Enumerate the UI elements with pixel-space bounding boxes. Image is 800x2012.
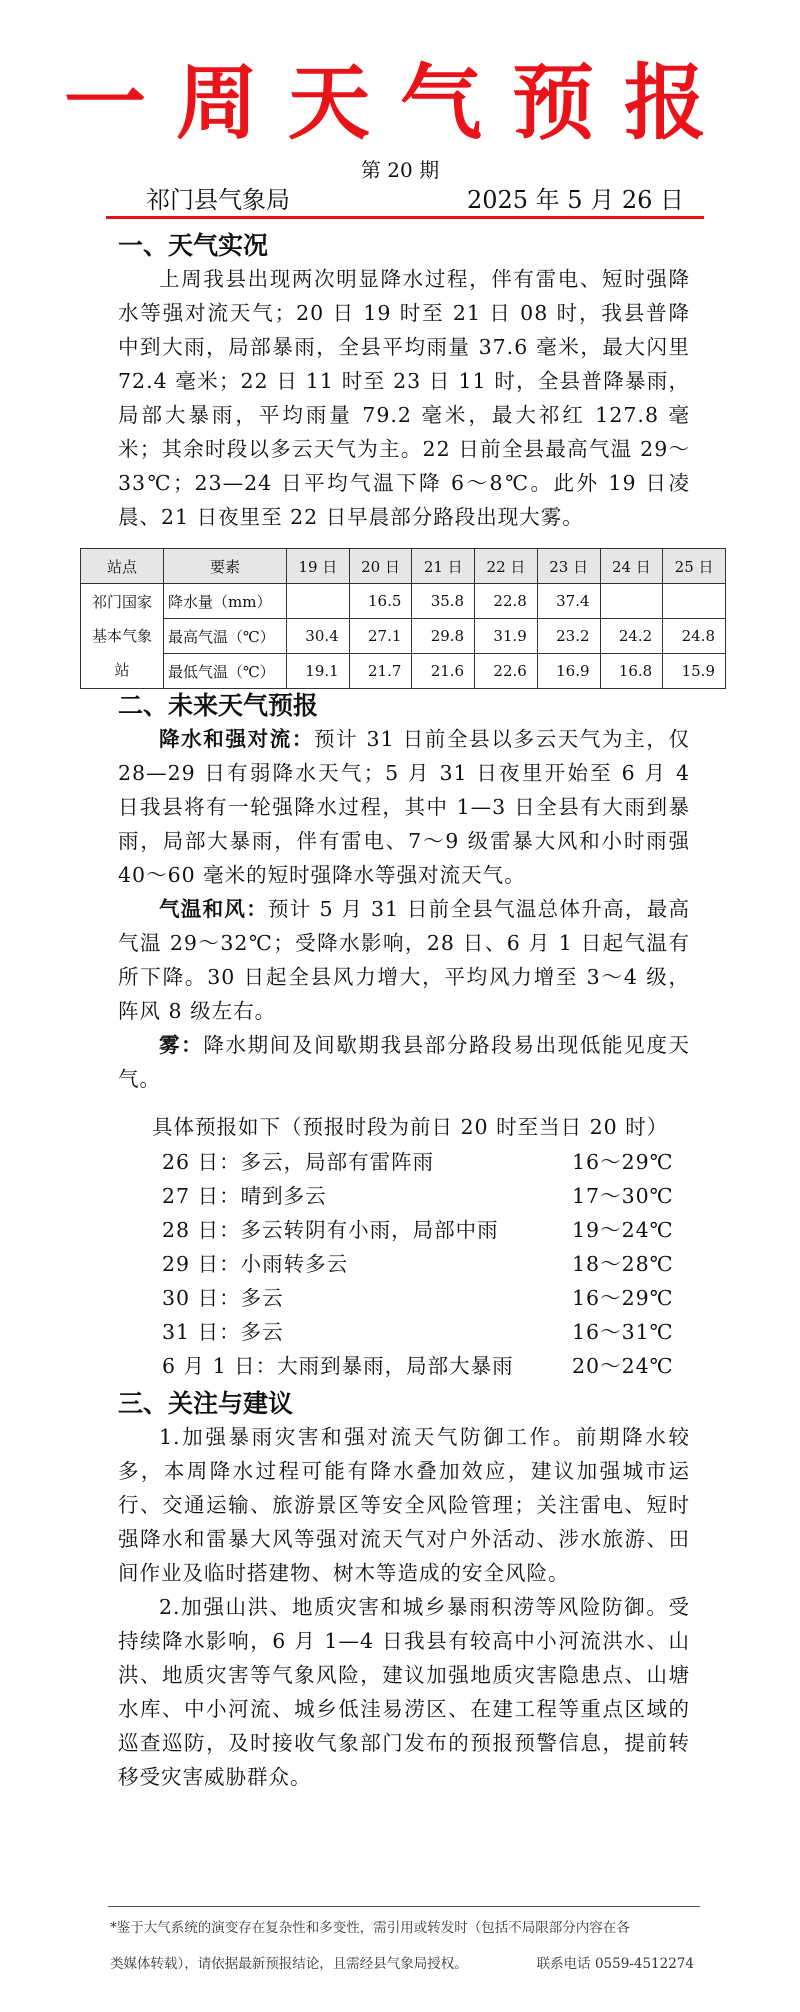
table-row (81, 584, 726, 619)
forecast-day: 28 日：多云转阴有小雨，局部中雨 (162, 1218, 499, 1242)
table-row (81, 619, 726, 654)
value-cell: 16.8 (600, 654, 663, 689)
issue-number: 第 20 期 (360, 158, 440, 182)
table-header-cell: 22 日 (475, 549, 538, 584)
value-cell (287, 584, 350, 619)
value-cell: 23.2 (537, 619, 600, 654)
forecast-temp: 16～29℃ (572, 1150, 674, 1174)
issuing-organization: 祁门县气象局 (146, 186, 290, 214)
value-cell: 22.6 (475, 654, 538, 689)
list-item (162, 1281, 682, 1315)
forecast-day: 6 月 1 日：大雨到暴雨，局部大暴雨 (162, 1354, 514, 1378)
forecast-intro: 具体预报如下（预报时段为前日 20 时至当日 20 时） (152, 1115, 669, 1139)
value-cell: 16.9 (537, 654, 600, 689)
observations-text: 上周我县出现两次明显降水过程，伴有雷电、短时强降水等强对流天气；20 日 19 时至 21 日 08 时，我县普降中到大雨，局部暴雨，全县平均雨量 37.6 毫米，最大闪里 72.4 毫米；22 日 11 时至 23 日 11 时，全县普降暴雨，局部大暴雨，平均雨量 79.2 毫米，最大祁红 127.8 毫米；其余时段以多云天气为主。22 日前全县最高气温 29～33℃；23—24 日平均气温下降 6～8℃。此外 19 日凌晨、21 日夜里至 22 日早晨部分路段出现大雾。 (118, 267, 690, 529)
observation-table (80, 548, 726, 689)
table-header-row (81, 549, 726, 584)
table-row (81, 654, 726, 689)
temperature-paragraph (118, 892, 690, 1028)
value-cell: 35.8 (412, 584, 475, 619)
forecast-day: 30 日：多云 (162, 1286, 284, 1310)
advice-paragraph-2: 2.加强山洪、地质灾害和城乡暴雨积涝等风险防御。受持续降水影响，6 月 1—4 日我县有较高中小河流洪水、山洪、地质灾害等气象风险，建议加强地质灾害隐患点、山塘水库、中小河流、城乡低洼易涝区、在建工程等重点区域的巡查巡防，及时接收气象部门发布的预报预警信息，提前转移受灾害威胁群众。 (118, 1595, 690, 1789)
forecast-temp: 20～24℃ (572, 1354, 674, 1378)
precipitation-lead: 降水和强对流： (159, 727, 315, 751)
forecast-day: 31 日：多云 (162, 1320, 284, 1344)
footer-disclaimer-line-2: 类媒体转载），请依据最新预报结论，且需经县气象局授权。 (110, 1956, 468, 1972)
footer-divider (108, 1906, 700, 1907)
value-cell (663, 584, 726, 619)
list-item (162, 1213, 682, 1247)
forecast-day: 26 日：多云，局部有雷阵雨 (162, 1150, 435, 1174)
page-title: 一周天气预报 (63, 55, 736, 151)
table-header-cell: 24 日 (600, 549, 663, 584)
forecast-day: 29 日：小雨转多云 (162, 1252, 349, 1276)
temperature-text: 预计 5 月 31 日前全县气温总体升高，最高气温 29～32℃；受降水影响，28 日、6 月 1 日起气温有所下降。30 日起全县风力增大，平均风力增至 3～4 级，阵风 8 级左右。 (118, 897, 691, 1023)
table-header-cell: 要素 (164, 549, 287, 584)
list-item (162, 1145, 682, 1179)
list-item (162, 1315, 682, 1349)
footer-disclaimer-line-1: *鉴于大气系统的演变存在复杂性和多变性，需引用或转发时（包括不局限部分内容在各 (110, 1920, 630, 1936)
value-cell: 22.8 (475, 584, 538, 619)
value-cell (600, 584, 663, 619)
value-cell: 30.4 (287, 619, 350, 654)
value-cell: 16.5 (349, 584, 412, 619)
list-item (162, 1247, 682, 1281)
element-cell: 最高气温（℃） (164, 619, 287, 654)
table-header-cell: 23 日 (537, 549, 600, 584)
value-cell: 37.4 (537, 584, 600, 619)
value-cell: 31.9 (475, 619, 538, 654)
precipitation-paragraph (118, 722, 690, 892)
issue-date: 2025 年 5 月 26 日 (466, 186, 684, 214)
advice-paragraph-1: 1.加强暴雨灾害和强对流天气防御工作。前期降水较多，本周降水过程可能有降水叠加效应，建议加强城市运行、交通运输、旅游景区等安全风险管理；关注雷电、短时强降水和雷暴大风等强对流天气对户外活动、涉水旅游、田间作业及临时搭建物、树木等造成的安全风险。 (118, 1425, 690, 1585)
fog-text: 降水期间及间歇期我县部分路段易出现低能见度天气。 (118, 1033, 691, 1091)
header-divider (106, 216, 704, 219)
table-header-cell: 站点 (81, 549, 164, 584)
table-header-cell: 21 日 (412, 549, 475, 584)
value-cell: 21.6 (412, 654, 475, 689)
precipitation-text: 预计 31 日前全县以多云天气为主，仅 28—29 日有弱降水天气；5 月 31 日夜里开始至 6 月 4 日我县将有一轮强降水过程，其中 1—3 日全县有大雨到暴雨，局部大暴雨，伴有雷电、7～9 级雷暴大风和小时雨强 40～60 毫米的短时强降水等强对流天气。 (118, 727, 690, 887)
list-item (162, 1179, 682, 1213)
section-heading-observations: 一、天气实况 (118, 231, 269, 260)
section-heading-advice: 三、关注与建议 (118, 1389, 294, 1418)
forecast-day: 27 日：晴到多云 (162, 1184, 327, 1208)
forecast-temp: 19～24℃ (572, 1218, 674, 1242)
value-cell: 29.8 (412, 619, 475, 654)
value-cell: 21.7 (349, 654, 412, 689)
value-cell: 24.2 (600, 619, 663, 654)
table-header-cell: 19 日 (287, 549, 350, 584)
fog-paragraph (118, 1028, 690, 1096)
contact-phone: 联系电话 0559-4512274 (536, 1956, 694, 1972)
list-item (162, 1349, 682, 1383)
forecast-temp: 17～30℃ (572, 1184, 674, 1208)
value-cell: 15.9 (663, 654, 726, 689)
forecast-paragraphs (118, 722, 690, 1096)
fog-lead: 雾： (159, 1033, 204, 1057)
forecast-temp: 16～31℃ (572, 1320, 674, 1344)
observations-paragraph (118, 262, 690, 534)
daily-forecast-list (162, 1145, 682, 1383)
element-cell: 降水量（mm） (164, 584, 287, 619)
section-heading-forecast: 二、未来天气预报 (118, 691, 319, 720)
temperature-lead: 气温和风： (159, 897, 269, 921)
table-header-cell: 25 日 (663, 549, 726, 584)
value-cell: 27.1 (349, 619, 412, 654)
station-name-cell: 祁门国家基本气象站 (81, 584, 164, 689)
advice-paragraphs (118, 1420, 690, 1794)
value-cell: 24.8 (663, 619, 726, 654)
element-cell: 最低气温（℃） (164, 654, 287, 689)
table-header-cell: 20 日 (349, 549, 412, 584)
value-cell: 19.1 (287, 654, 350, 689)
forecast-temp: 16～29℃ (572, 1286, 674, 1310)
forecast-temp: 18～28℃ (572, 1252, 674, 1276)
